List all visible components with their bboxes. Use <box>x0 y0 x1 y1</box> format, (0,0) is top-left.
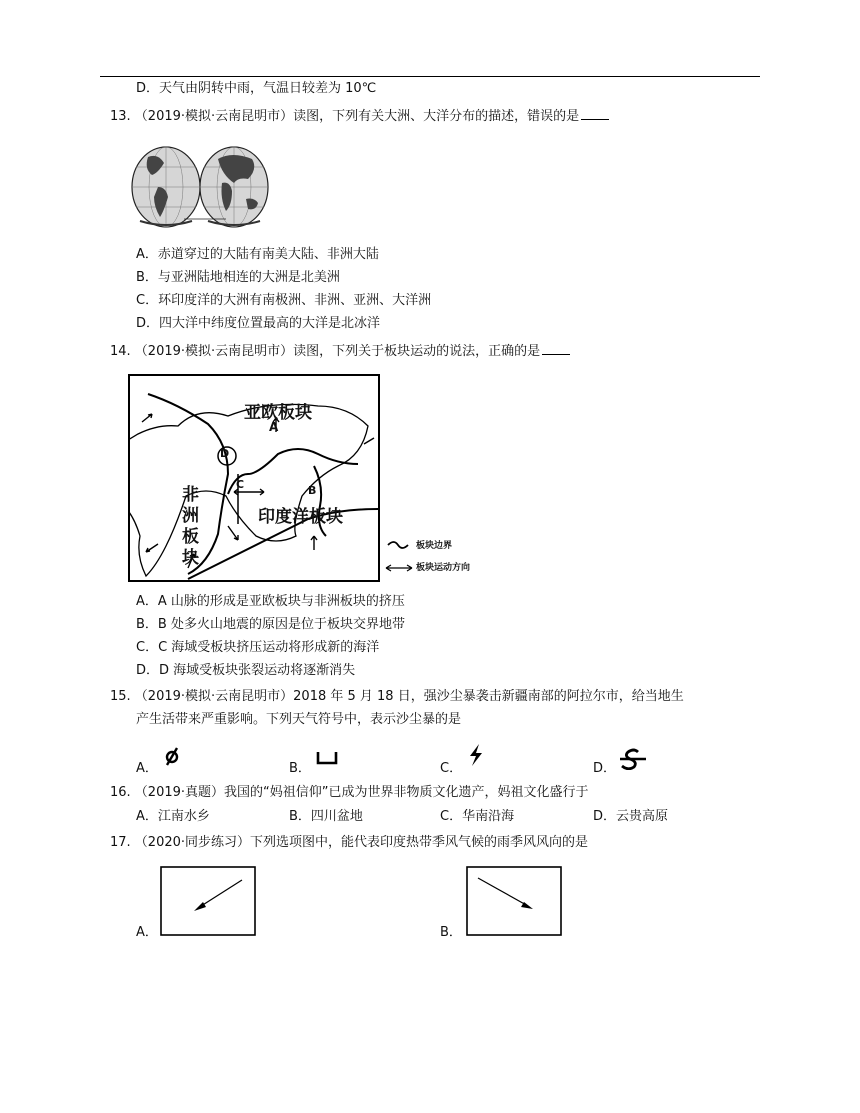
q13-stem: 13. （2019·模拟·云南昆明市）读图，下列有关大洲、大洋分布的描述，错误的是 <box>110 107 609 126</box>
marker-a: A <box>269 420 279 434</box>
answer-blank <box>581 107 609 120</box>
q17-stem: 17. （2020·同步练习）下列选项图中，能代表印度热带季风气候的雨季风风向的是 <box>110 835 589 850</box>
world-hemispheres-map <box>130 143 270 231</box>
q17-option-b-label: B． <box>440 925 462 940</box>
weather-symbol-d-sandstorm-icon <box>618 748 648 770</box>
marker-b: B <box>308 484 317 497</box>
african-plate-char-3: 板 <box>182 527 199 547</box>
african-plate-char-4: 块 <box>182 548 199 568</box>
q16-option-b: B．四川盆地 <box>289 809 363 824</box>
q17-option-a-label: A． <box>136 925 158 940</box>
q15-stem-line2: 产生活带来严重影响。下列天气符号中，表示沙尘暴的是 <box>136 712 462 727</box>
map-legend-symbols <box>384 537 414 577</box>
q16-option-c: C．华南沿海 <box>440 809 515 824</box>
q13-option-d: D．四大洋中纬度位置最高的大洋是北冰洋 <box>136 316 381 331</box>
legend-direction-label: 板块运动方向 <box>416 563 471 573</box>
q16-stem: 16. （2019·真题）我国的“妈祖信仰”已成为世界非物质文化遗产，妈祖文化盛行于 <box>110 785 589 800</box>
q14-option-c: C．C 海域受板块挤压运动将形成新的海洋 <box>136 640 380 655</box>
african-plate-char-2: 洲 <box>182 506 199 526</box>
q14-stem: 14. （2019·模拟·云南昆明市）读图，下列关于板块运动的说法，正确的是 <box>110 342 570 361</box>
q12-option-d: D．天气由阴转中雨，气温日较差为 10℃ <box>136 81 377 96</box>
eurasian-plate-label: 亚欧板块 <box>244 403 312 423</box>
marker-c: C <box>236 478 245 491</box>
indian-ocean-plate-label: 印度洋板块 <box>258 507 343 527</box>
african-plate-char-1: 非 <box>182 485 199 505</box>
q15-stem-line1: 15. （2019·模拟·云南昆明市）2018 年 5 月 18 日，强沙尘暴袭击新疆南部的阿拉尔市，给当地生 <box>110 689 684 704</box>
plate-tectonics-map <box>128 374 380 582</box>
weather-symbol-b-icon <box>315 750 339 766</box>
q17-option-b-wind-diagram <box>466 866 562 936</box>
header-rule <box>100 76 760 77</box>
q14-option-b: B．B 处多火山地震的原因是位于板块交界地带 <box>136 617 405 632</box>
weather-symbol-a-icon <box>160 746 184 766</box>
q15-option-b-label: B． <box>289 761 311 776</box>
q15-option-c-label: C． <box>440 761 463 776</box>
q14-option-d: D．D 海域受板块张裂运动将逐渐消失 <box>136 663 356 678</box>
marker-d: D <box>220 447 230 460</box>
q13-option-b: B．与亚洲陆地相连的大洲是北美洲 <box>136 270 340 285</box>
q17-option-a-wind-diagram <box>160 866 256 936</box>
q13-option-c: C．环印度洋的大洲有南极洲、非洲、亚洲、大洋洲 <box>136 293 432 308</box>
answer-blank <box>542 342 570 355</box>
q15-option-d-label: D． <box>593 761 617 776</box>
q15-option-a-label: A． <box>136 761 158 776</box>
q16-option-a: A．江南水乡 <box>136 809 210 824</box>
weather-symbol-c-icon <box>466 743 486 767</box>
q16-option-d: D．云贵高原 <box>593 809 669 824</box>
legend-boundary-label: 板块边界 <box>416 541 453 551</box>
q13-option-a: A．赤道穿过的大陆有南美大陆、非洲大陆 <box>136 247 379 262</box>
q14-option-a: A．A 山脉的形成是亚欧板块与非洲板块的挤压 <box>136 594 405 609</box>
